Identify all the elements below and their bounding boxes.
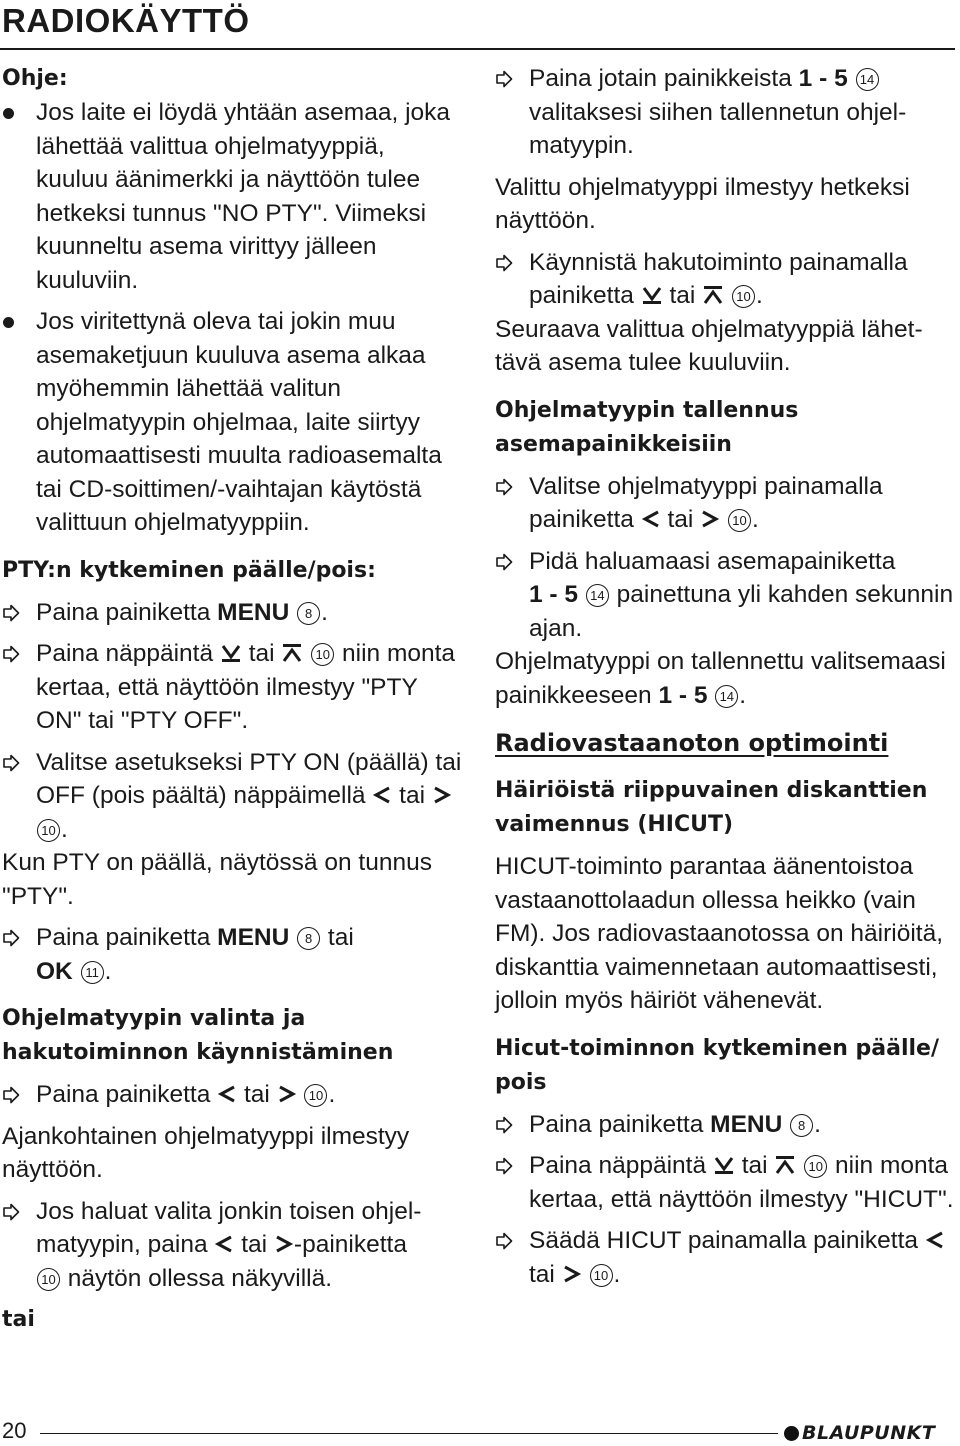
key-number-badge: 14 — [715, 685, 738, 708]
pty-step-2: Paina näppäintä tai 10 niin monta kertaa, että näyttöön ilmestyy "PTY ON" tai "PTY OFF". — [2, 637, 462, 738]
page-number: 20 — [2, 1418, 27, 1443]
arrow-right-outline-icon — [495, 1232, 513, 1250]
key-number-badge: 8 — [790, 1114, 813, 1137]
arrow-right-outline-icon — [2, 929, 20, 947]
key-number-badge: 10 — [728, 509, 751, 532]
select-step-1: Paina painiketta tai 10 . — [2, 1078, 462, 1112]
left-chevron-key-icon — [372, 785, 392, 805]
note-label: Ohje: — [2, 66, 68, 91]
pty-step-3: Valitse asetukseksi PTY ON (päällä) tai OFF (pois päältä) näppäimellä tai 10 . — [2, 746, 462, 847]
hicut-heading: Häiriöistä riippuvainen diskanttien vaimennus (HICUT) — [495, 778, 928, 837]
hicut-para: HICUT-toiminto parantaa äänentoistoa vastaanottolaadun ollessa heikko (vain FM). Jos radiovastaanotossa on häiriöitä, diskanttia vaimennetaan automaattisesti, jolloin myös häiriöt vähenevät. — [495, 853, 944, 1014]
hicut-step-1: Paina painiketta MENU 8 . — [495, 1108, 957, 1142]
store-heading: Ohjelmatyypin tallennus asemapainikkeisiin — [495, 397, 799, 457]
hicut-step-2: Paina näppäintä tai 10 niin monta kertaa, että näyttöön ilmestyy "HICUT". — [495, 1149, 957, 1216]
brand-name: BLAUPUNKT — [802, 1422, 936, 1444]
up-arrow-key-icon — [281, 643, 303, 663]
key-number-badge: 10 — [804, 1155, 827, 1178]
bullet-icon — [3, 108, 14, 119]
right-chevron-key-icon — [700, 509, 720, 529]
down-arrow-key-icon — [641, 285, 663, 305]
arrow-right-outline-icon — [2, 1203, 20, 1221]
key-number-badge: 10 — [311, 643, 334, 666]
key-number-badge: 10 — [732, 285, 755, 308]
left-chevron-key-icon — [641, 509, 661, 529]
brand-logo — [784, 1420, 935, 1446]
down-arrow-key-icon — [220, 643, 242, 663]
up-arrow-key-icon — [702, 285, 724, 305]
key-number-badge: 8 — [297, 602, 320, 625]
note-bullet-1 — [2, 96, 462, 297]
title-rule — [0, 48, 955, 50]
store-para: Ohjelmatyyppi on tallennettu valitsemaasi painikkeeseen 1 - 5 14 . — [495, 648, 946, 709]
note-bullet-1-text: Jos laite ei löydä yhtään asemaa, joka lähettää valittua ohjelmatyyppiä, kuuluu äänimerkki ja näyttöön tulee hetkeksi tunnus "NO PTY". Viimeksi kuunneltu asema virittyy jälleen kuuluviin. — [36, 99, 451, 294]
right-chevron-key-icon — [274, 1234, 294, 1254]
or-label: tai — [2, 1307, 35, 1332]
left-chevron-key-icon — [217, 1084, 237, 1104]
arrow-right-outline-icon — [2, 1086, 20, 1104]
key-number-badge: 10 — [590, 1264, 613, 1287]
right-chevron-key-icon — [432, 785, 452, 805]
arrow-right-outline-icon — [495, 70, 513, 88]
arrow-right-outline-icon — [495, 1116, 513, 1134]
store-step-1: Valitse ohjelmatyyppi painamalla painiketta tai 10 . — [495, 470, 957, 537]
pty-step-1: Paina painiketta MENU 8 . — [2, 596, 462, 630]
key-number-badge: 11 — [81, 961, 104, 984]
right-para-1: Valittu ohjelmatyyppi ilmestyy hetkeksi näyttöön. — [495, 173, 910, 234]
key-number-badge: 8 — [297, 927, 320, 950]
up-arrow-key-icon — [774, 1155, 796, 1175]
left-chevron-key-icon — [214, 1234, 234, 1254]
left-column — [2, 62, 462, 1337]
select-step-2: Jos haluat valita jonkin toisen ohjelmatyypin, paina tai -painiketta 10 näytön ollessa näkyvillä. — [2, 1195, 462, 1296]
note-bullet-2-text: Jos viritettynä oleva tai jokin muu asemaketjuun kuuluva asema alkaa myöhemmin lähettää valitun ohjelmatyypin ohjelmaa, laite siirtyy automaattisesti muulta radioasemalta tai CD-soittimen/-vaihtajan käytöstä valittuun ohjelmatyyppiin. — [36, 308, 442, 536]
arrow-right-outline-icon — [495, 254, 513, 272]
hicut-step-3: Säädä HICUT painamalla painiketta tai 10 . — [495, 1224, 957, 1291]
arrow-right-outline-icon — [495, 1157, 513, 1175]
pty-para: Kun PTY on päällä, näytössä on tunnus "PTY". — [2, 849, 432, 910]
right-para-2: Seuraava valittua ohjelmatyyppiä lähettävä asema tulee kuuluviin. — [495, 315, 923, 376]
optimization-heading: Radiovastaanoton optimointi — [495, 729, 889, 757]
key-number-badge: 10 — [37, 819, 60, 842]
pty-step-4: Paina painiketta MENU 8 tai OK 11 . — [2, 921, 462, 988]
right-column — [495, 62, 957, 1291]
hicut-onoff-heading: Hicut-toiminnon kytkeminen päälle/ pois — [495, 1035, 939, 1095]
arrow-right-outline-icon — [2, 754, 20, 772]
note-bullet-2 — [2, 305, 462, 540]
right-step-1: Paina jotain painikkeista 1 - 5 14 valitaksesi siihen tallennetun ohjelmatyypin. — [495, 62, 957, 163]
bullet-icon — [3, 317, 14, 328]
arrow-right-outline-icon — [2, 604, 20, 622]
select-para: Ajankohtainen ohjelmatyyppi ilmestyy näyttöön. — [2, 1122, 410, 1183]
right-chevron-key-icon — [562, 1264, 582, 1284]
store-step-2: Pidä haluamaasi asemapainiketta 1 - 5 14 painettuna yli kahden sekunnin ajan. — [495, 545, 957, 646]
key-number-badge: 10 — [304, 1084, 327, 1107]
right-chevron-key-icon — [277, 1084, 297, 1104]
page-title: RADIOKÄYTTÖ — [2, 2, 250, 39]
arrow-right-outline-icon — [495, 553, 513, 571]
pty-heading: PTY:n kytkeminen päälle/pois: — [2, 557, 376, 583]
arrow-right-outline-icon — [495, 478, 513, 496]
footer-rule — [40, 1433, 778, 1434]
arrow-right-outline-icon — [2, 645, 20, 663]
key-number-badge: 10 — [37, 1268, 60, 1291]
brand-dot-icon — [784, 1426, 799, 1441]
left-chevron-key-icon — [925, 1230, 945, 1250]
right-step-2: Käynnistä hakutoiminto painamalla painiketta tai 10 . — [495, 246, 957, 313]
down-arrow-key-icon — [713, 1155, 735, 1175]
key-number-badge: 14 — [856, 68, 879, 91]
key-number-badge: 14 — [586, 584, 609, 607]
select-heading: Ohjelmatyypin valinta ja hakutoiminnon käynnistäminen — [2, 1006, 394, 1065]
